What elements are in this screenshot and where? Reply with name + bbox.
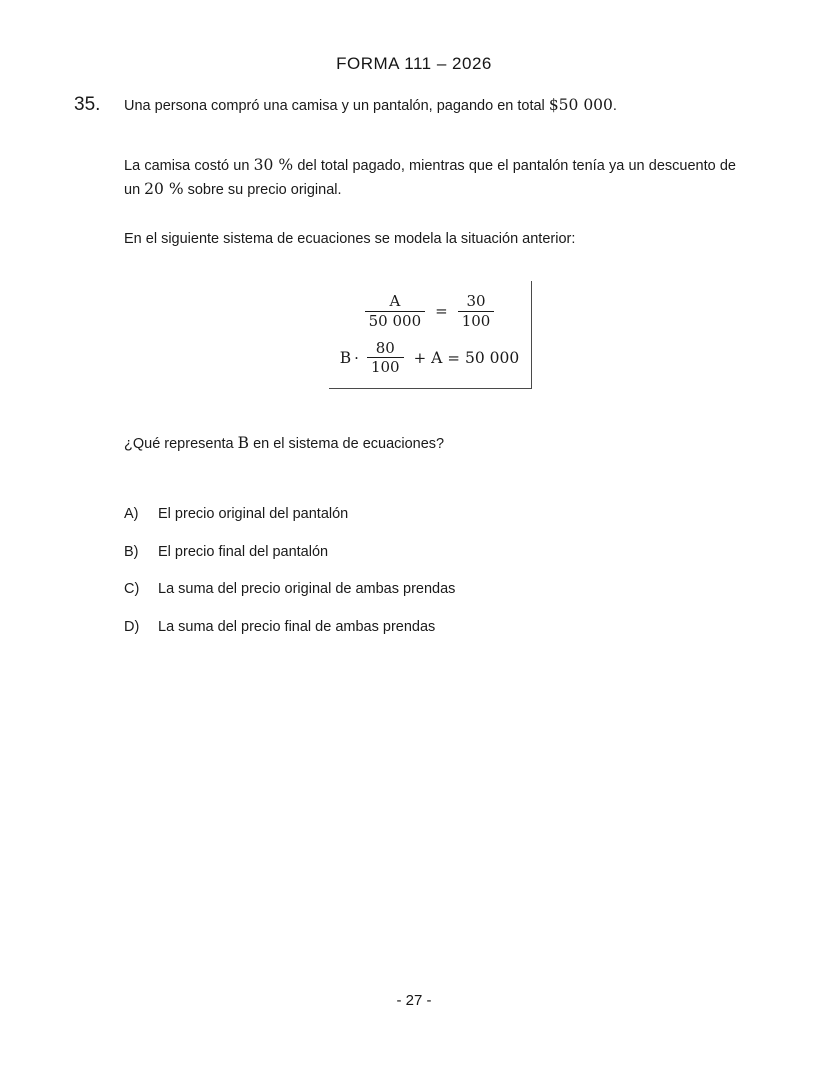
variable-a: A xyxy=(431,348,443,367)
question-body xyxy=(124,94,736,655)
total-value: 50 000 xyxy=(464,348,520,367)
option-d[interactable] xyxy=(124,617,736,639)
option-letter: A) xyxy=(124,505,139,522)
option-text: La suma del precio original de ambas prendas xyxy=(158,581,456,598)
option-text: El precio final del pantalón xyxy=(158,543,329,560)
stem-1-text-post: . xyxy=(612,98,617,114)
fraction-numerator: 30 xyxy=(466,292,486,310)
page-footer xyxy=(0,992,828,1009)
fraction-denominator: 100 xyxy=(458,311,495,330)
option-text: La suma del precio final de ambas prendas xyxy=(158,619,436,636)
page-number: - 27 - xyxy=(396,992,432,1009)
ask-text-pre: ¿Qué representa xyxy=(124,435,238,452)
fraction-30-over-100 xyxy=(458,293,495,330)
spacer-4 xyxy=(124,389,736,417)
question-stem-paragraph-2 xyxy=(124,154,736,202)
equals-sign: = xyxy=(435,302,448,321)
option-letter: D) xyxy=(124,619,140,636)
page-header xyxy=(0,54,828,74)
option-text: El precio original del pantalón xyxy=(158,505,349,522)
option-letter: B) xyxy=(124,543,139,560)
stem-2-text-mid: del total pagado, mientras que el pantalón tenía ya un descuento de un xyxy=(124,157,736,198)
option-b[interactable] xyxy=(124,542,736,564)
question-stem-paragraph-1 xyxy=(124,94,736,118)
fraction-80-over-100 xyxy=(367,340,404,377)
answer-options xyxy=(124,504,736,639)
plus-sign: + xyxy=(413,348,427,367)
question-ask-line xyxy=(124,432,736,456)
stem-2-percent-1: 30 % xyxy=(253,155,294,174)
spacer-2 xyxy=(124,201,736,229)
question-stem-paragraph-3: En el siguiente sistema de ecuaciones se modela la situación anterior: xyxy=(124,231,576,248)
stem-2-text-pre: La camisa costó un xyxy=(124,157,254,174)
stem-1-text-pre: Una persona compró una camisa y un pantalón, pagando en total xyxy=(124,98,549,114)
option-letter: C) xyxy=(124,581,140,598)
stem-2-text-post: sobre su precio original. xyxy=(183,181,342,198)
fraction-numerator: 80 xyxy=(375,338,395,357)
fraction-denominator: 100 xyxy=(367,357,404,376)
option-c[interactable] xyxy=(124,579,736,601)
fraction-numerator: A xyxy=(389,292,401,310)
variable-b: B xyxy=(339,348,352,367)
spacer-1 xyxy=(124,118,736,154)
stem-2-percent-2: 20 % xyxy=(144,179,184,198)
fraction-denominator: 50 000 xyxy=(365,311,426,330)
multiplication-dot: · xyxy=(354,348,359,367)
spacer-3 xyxy=(124,251,736,281)
ask-variable: B xyxy=(237,433,250,452)
fraction-a-over-50000 xyxy=(365,293,426,330)
form-title: FORMA 111 – 2026 xyxy=(336,54,492,73)
equation-row-1 xyxy=(335,293,525,330)
option-a[interactable] xyxy=(124,504,736,526)
question-number: 35. xyxy=(74,94,101,115)
equation-row-2 xyxy=(335,340,525,377)
stem-1-amount: $50 000 xyxy=(548,96,613,114)
equals-sign: = xyxy=(447,348,460,367)
equation-system-box xyxy=(329,281,532,389)
spacer-5 xyxy=(124,470,736,504)
ask-text-post: en el sistema de ecuaciones? xyxy=(249,435,445,452)
